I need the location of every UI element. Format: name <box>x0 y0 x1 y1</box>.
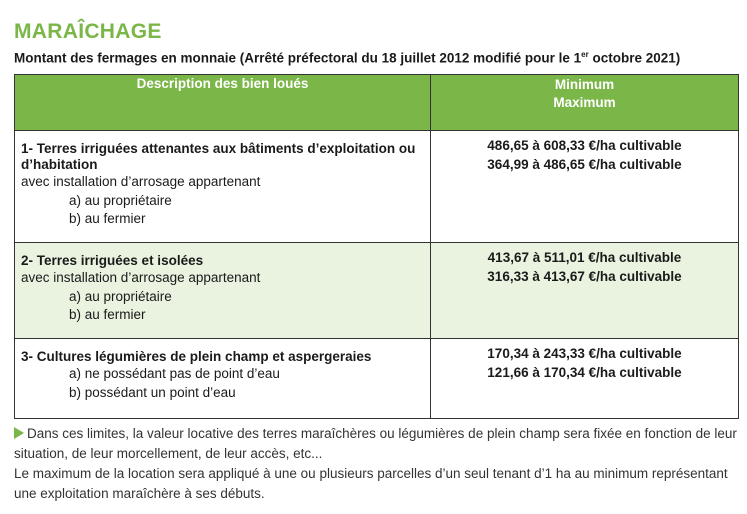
row-title: 1- Terres irriguées attenantes aux bâtiments d’exploitation ou d’habitation <box>21 141 416 172</box>
row-value: 486,65 à 608,33 €/ha cultivable <box>487 138 682 153</box>
subtitle-text-end: octobre 2021) <box>588 50 681 66</box>
row-item: a) au propriétaire <box>69 288 172 304</box>
row-value: 316,33 à 413,67 €/ha cultivable <box>487 268 682 284</box>
row-description <box>15 131 431 243</box>
subtitle-superscript: er <box>581 50 589 59</box>
row-subtitle: avec installation d’arrosage appartenant <box>21 174 261 189</box>
page-subtitle <box>14 50 680 66</box>
rent-table <box>14 74 739 419</box>
table-row <box>15 339 739 419</box>
table-row <box>15 131 739 243</box>
row-description <box>15 339 431 419</box>
row-values <box>431 243 739 339</box>
subtitle-text: Montant des fermages en monnaie (Arrêté préfectoral du 18 juillet 2012 modifié pour le 1 <box>14 50 582 66</box>
note-1-text: Dans ces limites, la valeur locative des terres maraîchères ou légumières de plein champ sera fixée en fonction de leur situation, de leur morcellement, de leur accès, etc... <box>14 426 737 461</box>
table-row <box>15 243 739 339</box>
row-title: 2- Terres irriguées et isolées <box>21 253 204 268</box>
row-title: 3- Cultures légumières de plein champ et aspergeraies <box>21 349 372 364</box>
row-value: 413,67 à 511,01 €/ha cultivable <box>487 250 682 265</box>
header-maximum: Maximum <box>553 95 616 110</box>
row-values <box>431 339 739 419</box>
row-subtitle: avec installation d’arrosage appartenant <box>21 270 261 285</box>
row-item: b) au fermier <box>69 211 146 226</box>
row-item: a) au propriétaire <box>69 192 172 208</box>
page-title: MARAÎCHAGE <box>14 20 162 43</box>
row-value: 364,99 à 486,65 €/ha cultivable <box>487 156 682 172</box>
row-item: a) ne possédant pas de point d’eau <box>69 366 280 381</box>
row-item: b) possédant un point d’eau <box>69 384 236 400</box>
note-1 <box>14 424 740 464</box>
header-description: Description des bien loués <box>15 75 431 131</box>
triangle-bullet-icon <box>14 427 24 439</box>
row-values <box>431 131 739 243</box>
row-item: b) au fermier <box>69 307 146 322</box>
row-value: 170,34 à 243,33 €/ha cultivable <box>487 346 682 361</box>
header-minimum: Minimum <box>554 77 615 92</box>
row-value: 121,66 à 170,34 €/ha cultivable <box>487 364 682 380</box>
header-min-max <box>431 75 739 131</box>
notes <box>14 424 740 504</box>
table-header-row <box>15 75 739 131</box>
note-2: Le maximum de la location sera appliqué à une ou plusieurs parcelles d’un seul tenant d’1 ha au minimum représentant une exploitation maraîchère à ses débuts. <box>14 466 728 501</box>
row-description <box>15 243 431 339</box>
